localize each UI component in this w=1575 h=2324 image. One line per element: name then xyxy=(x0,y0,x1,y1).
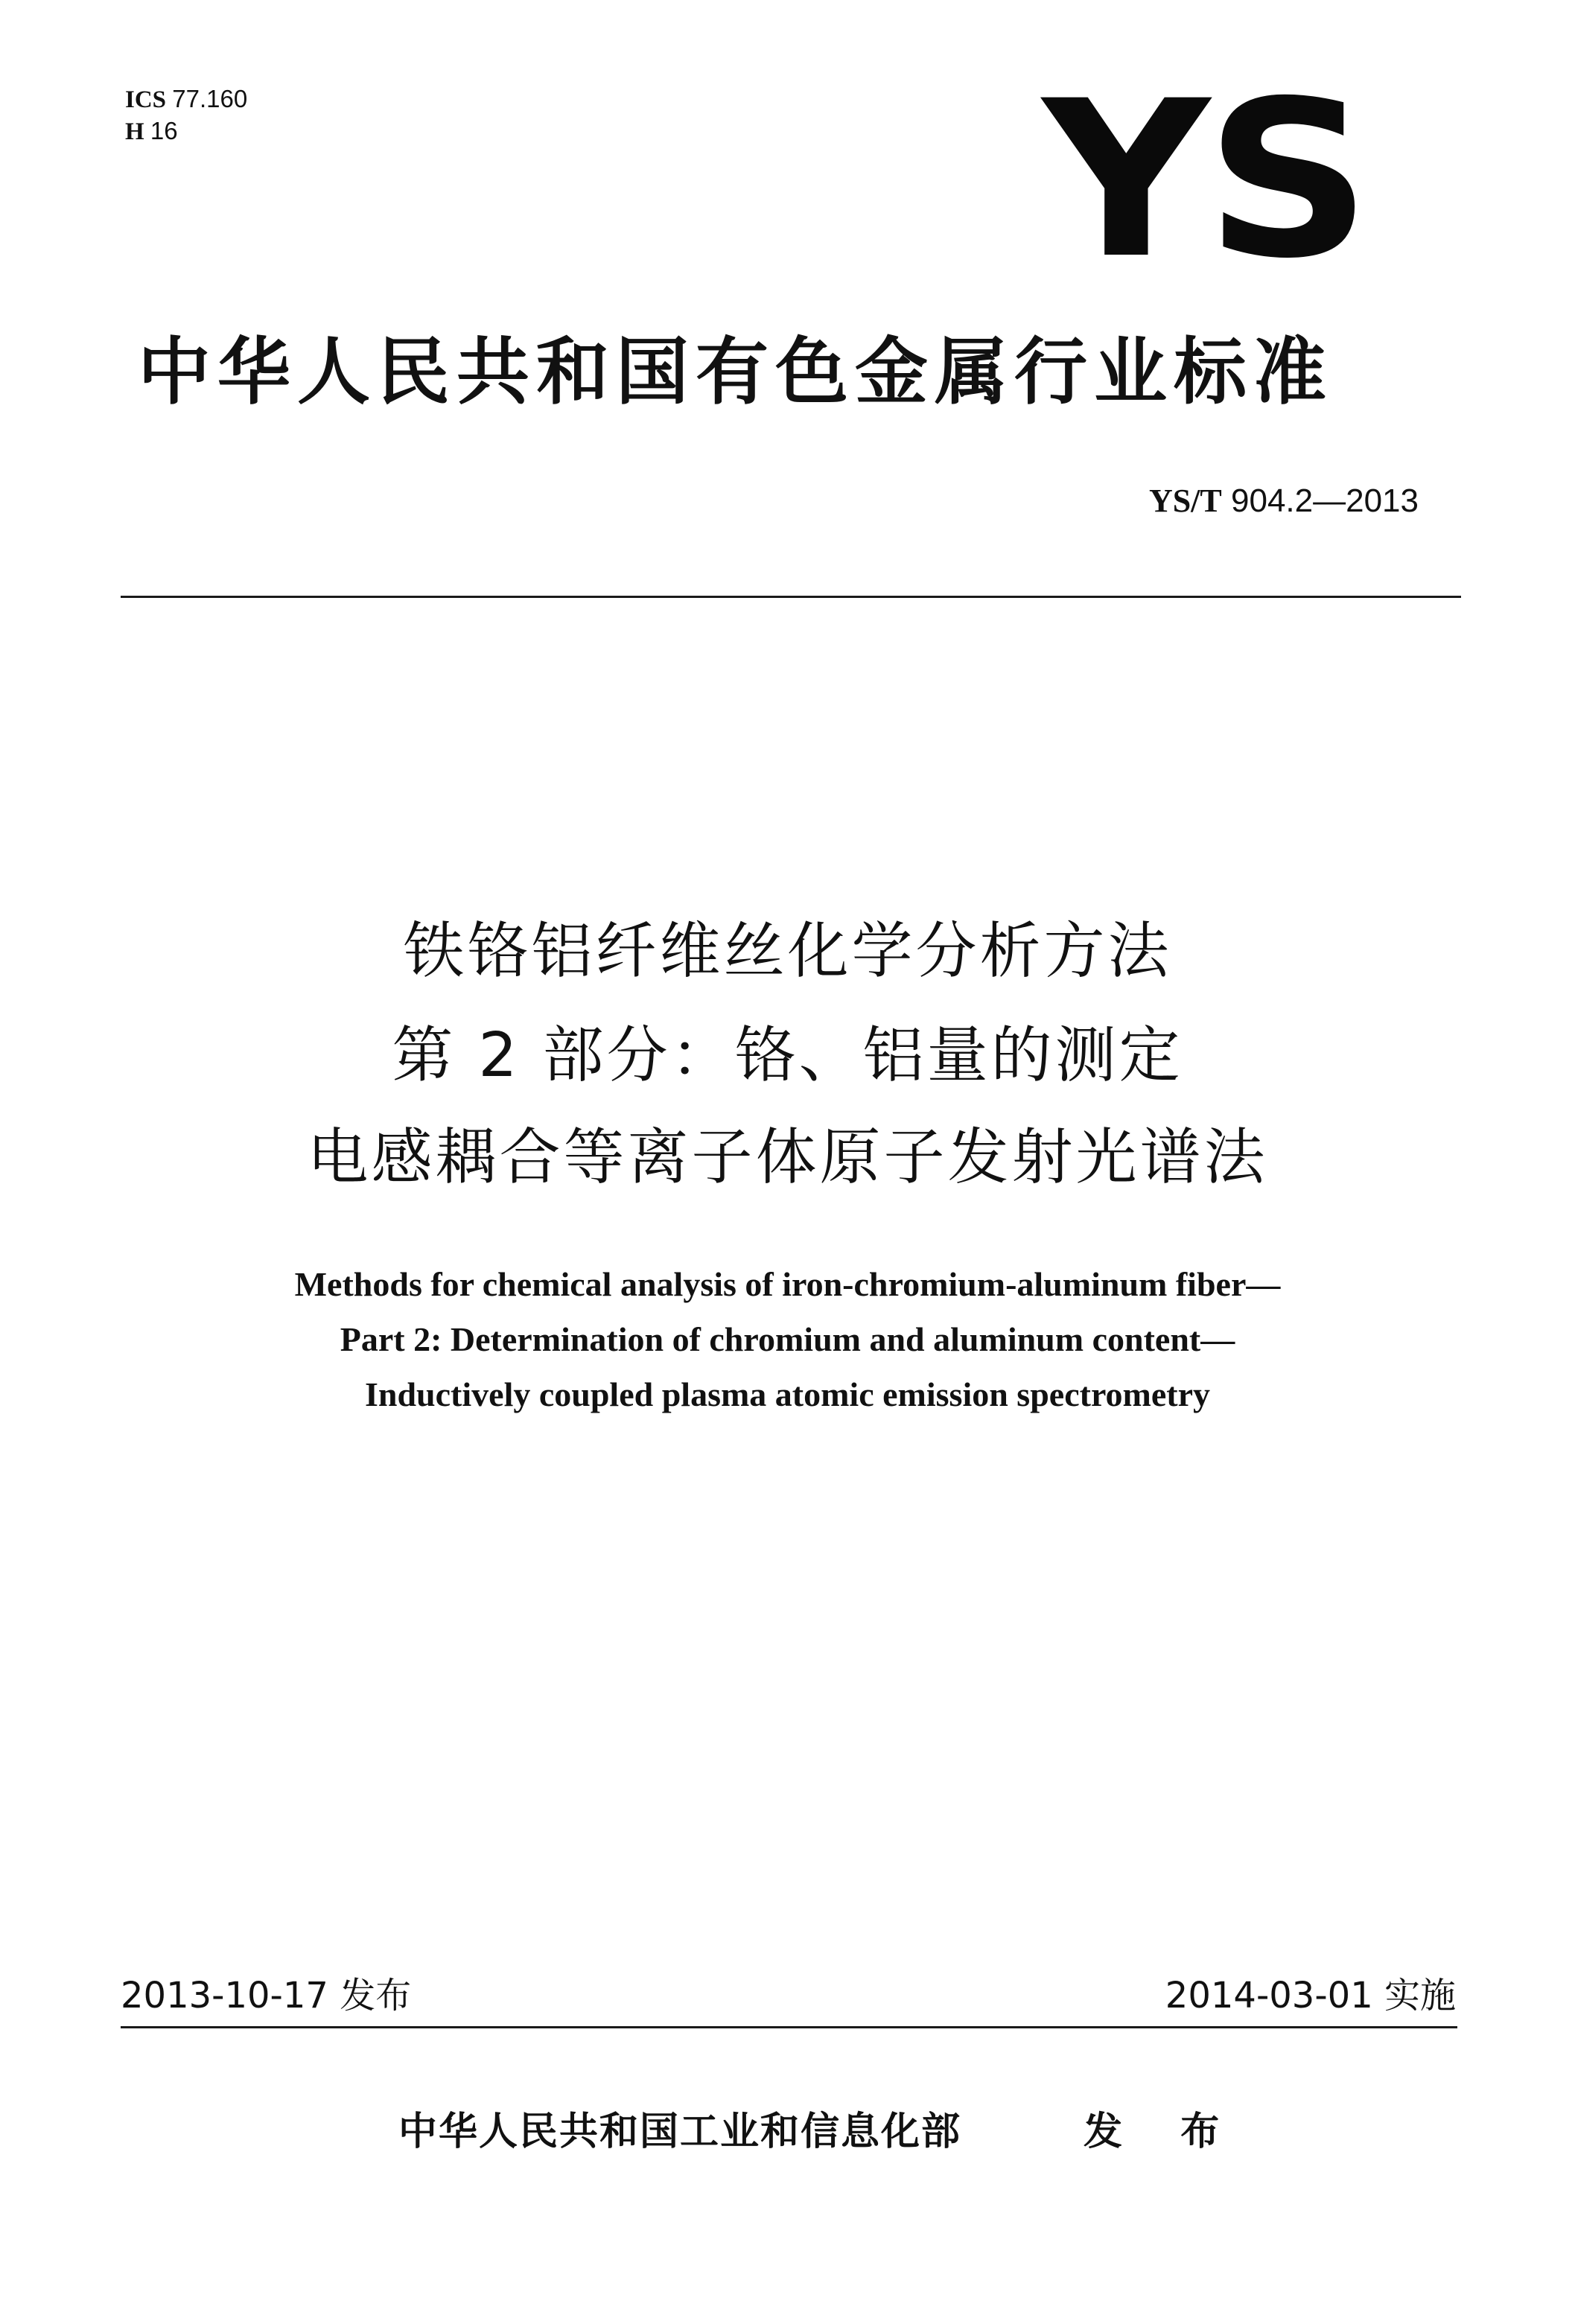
classification-codes xyxy=(125,83,247,147)
standard-number-prefix: YS/T xyxy=(1148,483,1222,519)
ics-code: 77.160 xyxy=(172,85,248,112)
ys-logo: YS xyxy=(1043,55,1367,306)
title-en-line-2: Part 2: Determination of chromium and aluminum content— xyxy=(340,1320,1235,1358)
release-date: 2013-10-17 发布 xyxy=(121,1975,412,2016)
title-zh-line-1: 铁铬铝纤维丝化学分析方法 xyxy=(403,916,1172,987)
standard-number-value: 904.2—2013 xyxy=(1231,483,1419,519)
standard-heading: 中华人民共和国有色金属行业标准 xyxy=(138,330,1334,415)
title-zh-line-3: 电感耦合等离子体原子发射光谱法 xyxy=(307,1122,1268,1193)
ics-code-row xyxy=(125,83,247,115)
standard-number xyxy=(1149,480,1419,522)
title-en-line-1: Methods for chemical analysis of iron-chromium-aluminum fiber— xyxy=(294,1265,1281,1303)
ics-label: ICS xyxy=(125,86,167,113)
title-en-line-3: Inductively coupled plasma atomic emission spectrometry xyxy=(364,1375,1211,1413)
bottom-divider xyxy=(121,2026,1457,2028)
ccs-label: H xyxy=(125,118,144,145)
top-divider xyxy=(121,596,1461,598)
publish-action: 发 布 xyxy=(1084,2110,1230,2154)
title-zh-line-2: 第 2 部分：铬、铝量的测定 xyxy=(392,1020,1183,1091)
publisher-name: 中华人民共和国工业和信息化部 xyxy=(398,2110,962,2154)
effective-date: 2014-03-01 实施 xyxy=(1165,1975,1456,2016)
ccs-code: 16 xyxy=(150,117,178,144)
ccs-code-row xyxy=(125,115,247,147)
